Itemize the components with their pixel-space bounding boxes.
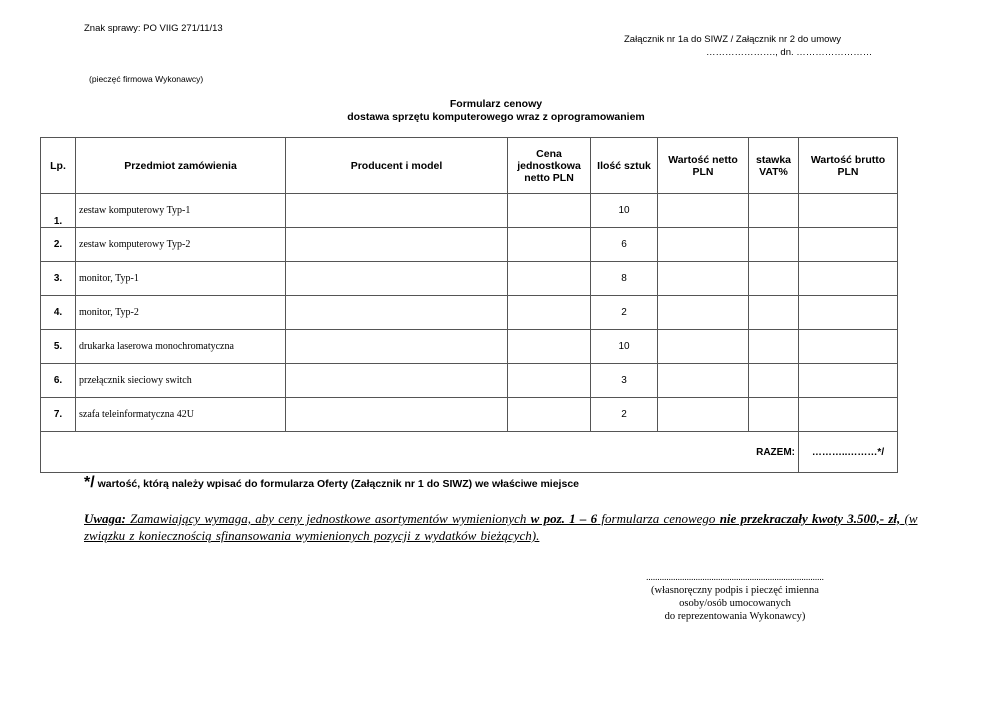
row-net-value-cell[interactable] <box>658 262 749 296</box>
footnote-text: wartość, którą należy wpisać do formularza Oferty (Załącznik nr 1 do SIWZ) we właściwe miejsce <box>94 478 579 490</box>
row-vat-cell[interactable] <box>749 364 799 398</box>
row-qty: 2 <box>591 398 658 432</box>
table-row <box>41 262 898 296</box>
row-item: monitor, Typ-1 <box>76 262 286 296</box>
row-unit-price-cell[interactable] <box>508 194 591 228</box>
uwaga-text-2: formularza cenowego <box>597 511 720 526</box>
total-value[interactable]: ………..………*/ <box>799 432 898 473</box>
row-item: zestaw komputerowy Typ-1 <box>76 194 286 228</box>
signature-caption-2: osoby/osób umocowanych <box>679 598 791 609</box>
row-item: monitor, Typ-2 <box>76 296 286 330</box>
row-lp: 6. <box>41 364 76 398</box>
row-vat-cell[interactable] <box>749 228 799 262</box>
signature-block <box>620 571 850 623</box>
row-unit-price-cell[interactable] <box>508 398 591 432</box>
row-net-value-cell[interactable] <box>658 296 749 330</box>
row-gross-value-cell[interactable] <box>799 296 898 330</box>
row-unit-price-cell[interactable] <box>508 296 591 330</box>
uwaga-bold-limit: nie przekraczały kwoty 3.500,- zł, <box>719 511 901 526</box>
header-net-value: Wartość netto PLN <box>658 138 749 194</box>
row-net-value-cell[interactable] <box>658 228 749 262</box>
signature-line: ............................................................................... <box>646 572 824 582</box>
row-unit-price-cell[interactable] <box>508 330 591 364</box>
row-lp: 2. <box>41 228 76 262</box>
uwaga-label: Uwaga: <box>84 511 126 526</box>
form-title: Formularz cenowy <box>449 98 543 110</box>
footnote-marker: */ <box>84 474 95 491</box>
row-gross-value-cell[interactable] <box>799 228 898 262</box>
footnote <box>84 474 579 492</box>
row-lp: 1. <box>41 194 76 228</box>
case-reference: Znak sprawy: PO VIIG 271/11/13 <box>84 23 223 34</box>
row-unit-price-cell[interactable] <box>508 228 591 262</box>
row-gross-value-cell[interactable] <box>799 262 898 296</box>
total-row <box>41 432 898 473</box>
uwaga-text-3: (w związku z koniecznością sfinansowania wymienionych pozycji z wydatków bieżących). <box>84 511 918 543</box>
header-unit-price: Cena jednostkowa netto PLN <box>508 138 591 194</box>
header-item: Przedmiot zamówienia <box>76 138 286 194</box>
row-item: drukarka laserowa monochromatyczna <box>76 330 286 364</box>
row-net-value-cell[interactable] <box>658 330 749 364</box>
row-vat-cell[interactable] <box>749 296 799 330</box>
attachment-label: Załącznik nr 1a do SIWZ / Załącznik nr 2 do umowy <box>624 34 841 45</box>
row-vat-cell[interactable] <box>749 330 799 364</box>
table-row <box>41 398 898 432</box>
header-gross-value: Wartość brutto PLN <box>799 138 898 194</box>
signature-caption-1: (własnoręczny podpis i pieczęć imienna <box>651 585 819 596</box>
row-producer-cell[interactable] <box>286 330 508 364</box>
row-unit-price-cell[interactable] <box>508 364 591 398</box>
row-qty: 2 <box>591 296 658 330</box>
row-lp: 5. <box>41 330 76 364</box>
row-producer-cell[interactable] <box>286 364 508 398</box>
row-qty: 6 <box>591 228 658 262</box>
row-unit-price-cell[interactable] <box>508 262 591 296</box>
row-net-value-cell[interactable] <box>658 364 749 398</box>
company-stamp-label: (pieczęć firmowa Wykonawcy) <box>89 74 204 84</box>
row-vat-cell[interactable] <box>749 398 799 432</box>
uwaga-paragraph <box>84 510 919 544</box>
row-lp: 4. <box>41 296 76 330</box>
row-lp: 7. <box>41 398 76 432</box>
row-producer-cell[interactable] <box>286 228 508 262</box>
row-producer-cell[interactable] <box>286 262 508 296</box>
row-gross-value-cell[interactable] <box>799 364 898 398</box>
total-label: RAZEM: <box>41 432 799 473</box>
row-item: zestaw komputerowy Typ-2 <box>76 228 286 262</box>
row-net-value-cell[interactable] <box>658 194 749 228</box>
table-row <box>41 364 898 398</box>
place-date-line: …………………., dn. …………………… <box>706 47 873 58</box>
row-vat-cell[interactable] <box>749 194 799 228</box>
header-producer: Producent i model <box>286 138 508 194</box>
row-qty: 10 <box>591 330 658 364</box>
uwaga-bold-positions: w poz. 1 – 6 <box>530 511 598 526</box>
table-row <box>41 296 898 330</box>
row-vat-cell[interactable] <box>749 262 799 296</box>
form-subtitle: dostawa sprzętu komputerowego wraz z oprogramowaniem <box>347 111 645 123</box>
row-net-value-cell[interactable] <box>658 398 749 432</box>
signature-caption-3: do reprezentowania Wykonawcy) <box>664 611 806 622</box>
row-producer-cell[interactable] <box>286 194 508 228</box>
row-item: przełącznik sieciowy switch <box>76 364 286 398</box>
uwaga-text-1: Zamawiający wymaga, aby ceny jednostkowe asortymentów wymienionych <box>125 511 531 526</box>
table-row <box>41 194 898 228</box>
row-producer-cell[interactable] <box>286 296 508 330</box>
table-header-row <box>41 138 898 194</box>
row-gross-value-cell[interactable] <box>799 398 898 432</box>
row-qty: 3 <box>591 364 658 398</box>
row-qty: 8 <box>591 262 658 296</box>
table-row <box>41 330 898 364</box>
row-item: szafa teleinformatyczna 42U <box>76 398 286 432</box>
row-qty: 10 <box>591 194 658 228</box>
header-qty: Ilość sztuk <box>591 138 658 194</box>
row-gross-value-cell[interactable] <box>799 330 898 364</box>
header-vat: stawka VAT% <box>749 138 799 194</box>
row-producer-cell[interactable] <box>286 398 508 432</box>
table-row <box>41 228 898 262</box>
price-table <box>40 137 898 473</box>
row-lp: 3. <box>41 262 76 296</box>
row-gross-value-cell[interactable] <box>799 194 898 228</box>
header-lp: Lp. <box>41 138 76 194</box>
